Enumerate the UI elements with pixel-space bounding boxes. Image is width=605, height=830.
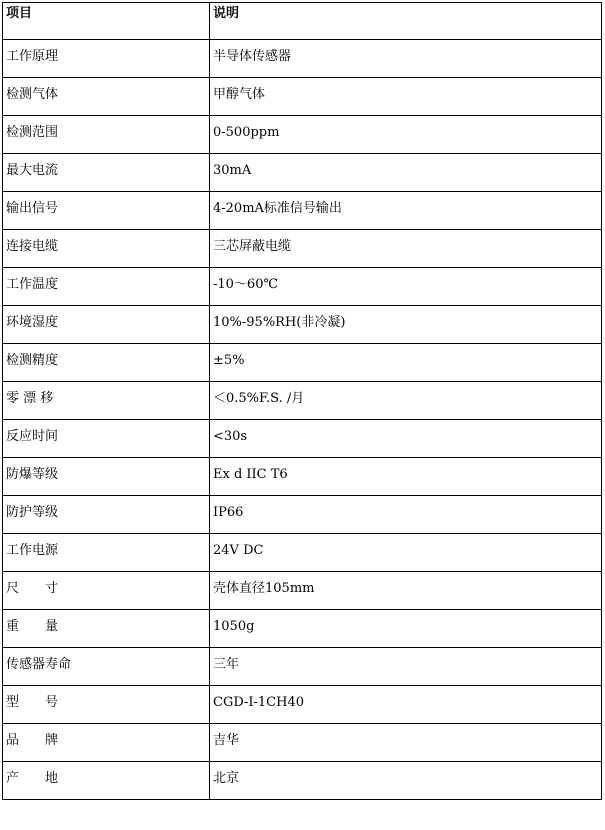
spec-item-value: 4-20mA标准信号输出 (210, 192, 602, 230)
spec-item-value: <30s (210, 420, 602, 458)
table-row (3, 458, 602, 496)
spec-item-value: 1050g (210, 610, 602, 648)
spec-item-label: 连接电缆 (3, 230, 210, 268)
table-row (3, 686, 602, 724)
spec-item-label: 检测气体 (3, 78, 210, 116)
spec-item-value: 北京 (210, 762, 602, 800)
table-header-row (3, 3, 602, 40)
table-row (3, 534, 602, 572)
spec-item-label: 防护等级 (3, 496, 210, 534)
column-header-item: 项目 (3, 3, 210, 40)
spec-item-label: 传感器寿命 (3, 648, 210, 686)
table-row (3, 648, 602, 686)
table-row (3, 268, 602, 306)
spec-item-value: -10～60℃ (210, 268, 602, 306)
spec-item-value: 0-500ppm (210, 116, 602, 154)
table-row (3, 40, 602, 78)
spec-item-label: 工作原理 (3, 40, 210, 78)
spec-item-label: 重 量 (3, 610, 210, 648)
spec-item-value: CGD-I-1CH40 (210, 686, 602, 724)
spec-item-value: ±5% (210, 344, 602, 382)
spec-item-value: 吉华 (210, 724, 602, 762)
table-row (3, 230, 602, 268)
spec-item-value: 三年 (210, 648, 602, 686)
spec-item-value: 甲醇气体 (210, 78, 602, 116)
spec-item-label: 反应时间 (3, 420, 210, 458)
column-header-description: 说明 (210, 3, 602, 40)
table-row (3, 724, 602, 762)
spec-item-label: 检测范围 (3, 116, 210, 154)
table-row (3, 496, 602, 534)
spec-item-label: 工作电源 (3, 534, 210, 572)
spec-item-value: 壳体直径105mm (210, 572, 602, 610)
table-body (3, 40, 602, 800)
spec-item-value: 24V DC (210, 534, 602, 572)
spec-item-value: ＜0.5%F.S. /月 (210, 382, 602, 420)
spec-item-label: 防爆等级 (3, 458, 210, 496)
table-row (3, 762, 602, 800)
spec-item-value: 三芯屏蔽电缆 (210, 230, 602, 268)
table-row (3, 420, 602, 458)
table-row (3, 610, 602, 648)
table-row (3, 572, 602, 610)
spec-item-value: Ex d IIC T6 (210, 458, 602, 496)
table-row (3, 116, 602, 154)
spec-item-label: 输出信号 (3, 192, 210, 230)
spec-table (2, 2, 602, 800)
spec-item-label: 最大电流 (3, 154, 210, 192)
spec-item-label: 品 牌 (3, 724, 210, 762)
spec-item-label: 型 号 (3, 686, 210, 724)
spec-item-label: 检测精度 (3, 344, 210, 382)
table-row (3, 382, 602, 420)
table-row (3, 306, 602, 344)
spec-item-label: 产 地 (3, 762, 210, 800)
spec-item-value: 10%-95%RH(非冷凝) (210, 306, 602, 344)
table-row (3, 344, 602, 382)
spec-item-value: 半导体传感器 (210, 40, 602, 78)
spec-item-label: 尺 寸 (3, 572, 210, 610)
spec-item-label: 零 漂 移 (3, 382, 210, 420)
spec-item-label: 工作温度 (3, 268, 210, 306)
table-row (3, 192, 602, 230)
spec-item-label: 环境湿度 (3, 306, 210, 344)
spec-item-value: IP66 (210, 496, 602, 534)
table-row (3, 78, 602, 116)
spec-item-value: 30mA (210, 154, 602, 192)
table-row (3, 154, 602, 192)
